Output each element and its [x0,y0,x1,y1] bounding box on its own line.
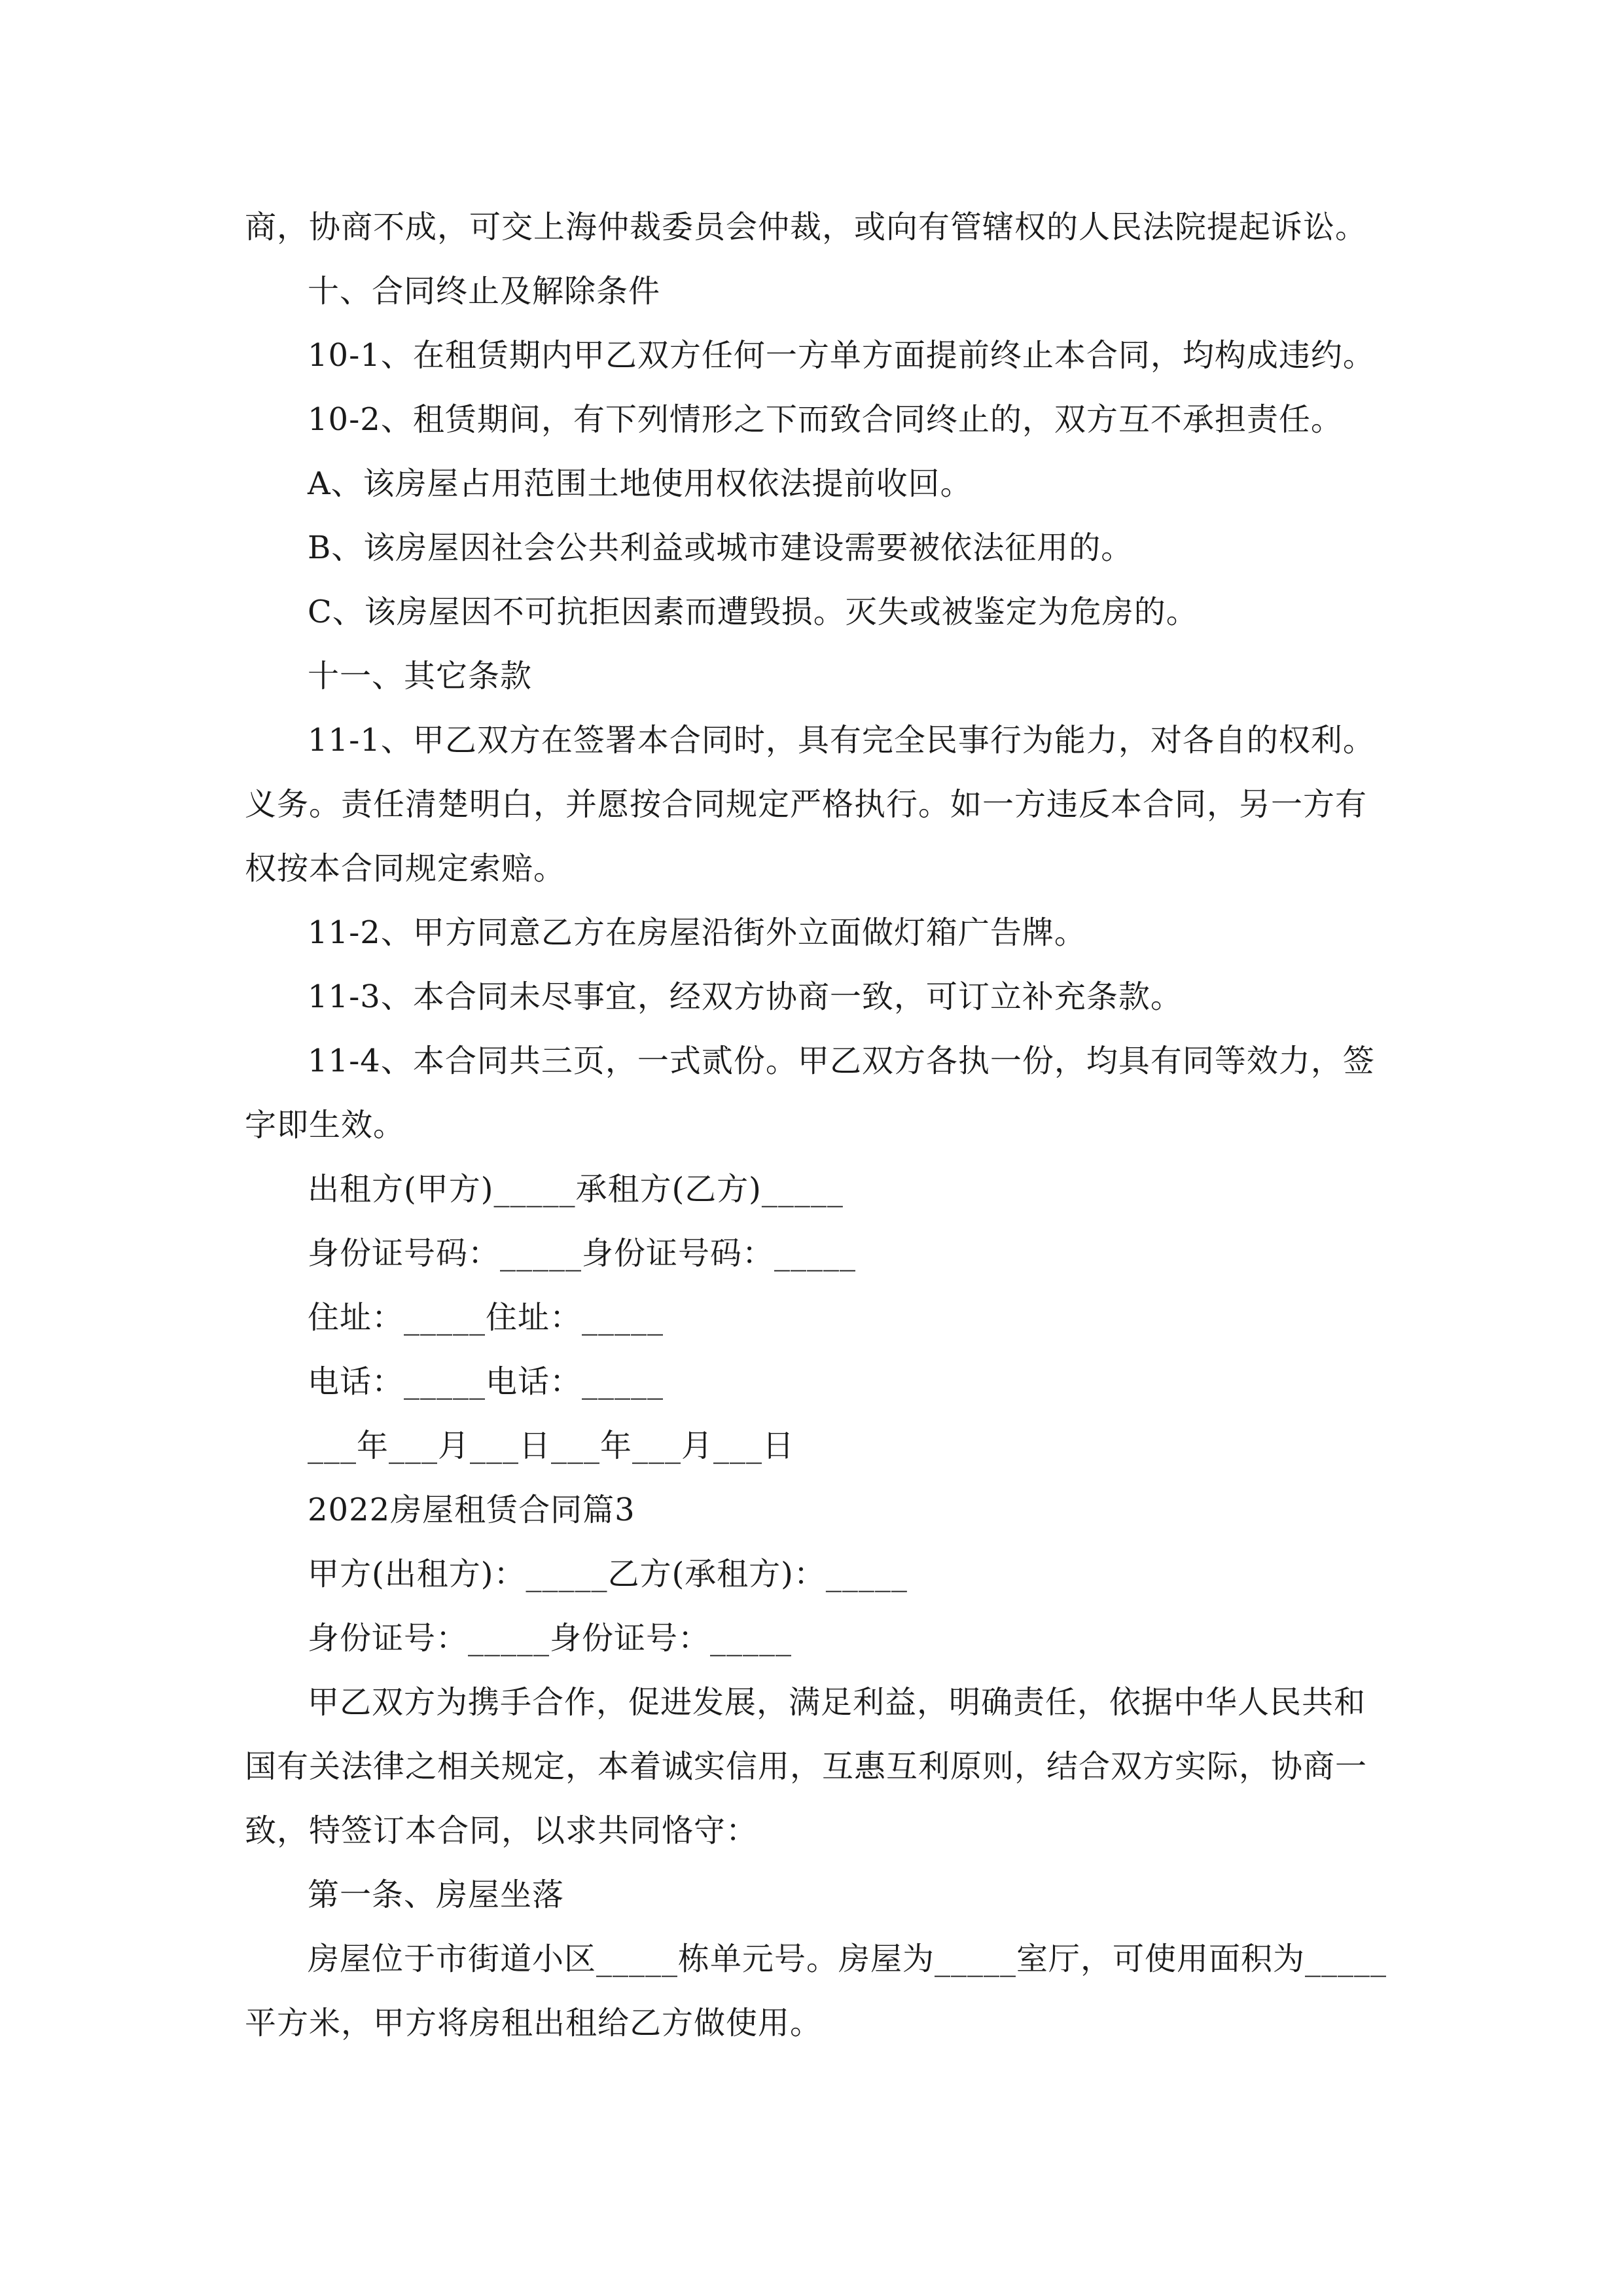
section-heading: 十一、其它条款 [308,658,533,694]
paragraph: 11-2、甲方同意乙方在房屋沿街外立面做灯箱广告牌。 [308,914,1086,951]
paragraph: 甲乙双方为携手合作，促进发展，满足利益，明确责任，依据中华人民共和国有关法律之相关规定，本着诚实信用，互惠互利原则，结合双方实际，协商一致，特签订本合同，以求共同恪守： [245,1684,1368,1849]
paragraph: 商，协商不成，可交上海仲裁委员会仲裁，或向有管辖权的人民法院提起诉讼。 [245,209,1368,245]
list-item: A、该房屋占用范围土地使用权依法提前收回。 [308,465,972,502]
section-heading: 第一条、房屋坐落 [308,1876,565,1913]
signature-line: 电话：_____电话：_____ [308,1363,664,1400]
list-item: B、该房屋因社会公共利益或城市建设需要被依法征用的。 [308,529,1133,566]
party-line: 甲方(出租方)：_____乙方(承租方)：_____ [308,1556,908,1592]
paragraph: 11-4、本合同共三页，一式贰份。甲乙双方各执一份，均具有同等效力，签字即生效。 [245,1043,1375,1143]
document-body [245,195,1397,2055]
signature-line: 身份证号码：_____身份证号码：_____ [308,1235,857,1272]
date-line: ___年___月___日___年___月___日 [308,1427,795,1464]
paragraph: 10-2、租赁期间，有下列情形之下而致合同终止的，双方互不承担责任。 [308,401,1343,438]
party-line: 身份证号：_____身份证号：_____ [308,1620,793,1657]
signature-line: 住址：_____住址：_____ [308,1299,664,1336]
paragraph: 11-3、本合同未尽事宜，经双方协商一致，可订立补充条款。 [308,978,1183,1015]
paragraph: 10-1、在租赁期内甲乙双方任何一方单方面提前终止本合同，均构成违约。 [308,337,1375,374]
list-item: C、该房屋因不可抗拒因素而遭毁损。灭失或被鉴定为危房的。 [308,594,1198,630]
signature-line: 出租方(甲方)_____承租方(乙方)_____ [308,1171,844,1208]
section-heading: 十、合同终止及解除条件 [308,273,661,310]
paragraph: 房屋位于市街道小区_____栋单元号。房屋为_____室厅，可使用面积为_____平方米，甲方将房租出租给乙方做使用。 [245,1941,1387,2041]
paragraph: 11-1、甲乙双方在签署本合同时，具有完全民事行为能力，对各自的权利。义务。责任清楚明白，并愿按合同规定严格执行。如一方违反本合同，另一方有权按本合同规定索赔。 [245,722,1375,887]
article-title: 2022房屋租赁合同篇3 [308,1492,635,1528]
